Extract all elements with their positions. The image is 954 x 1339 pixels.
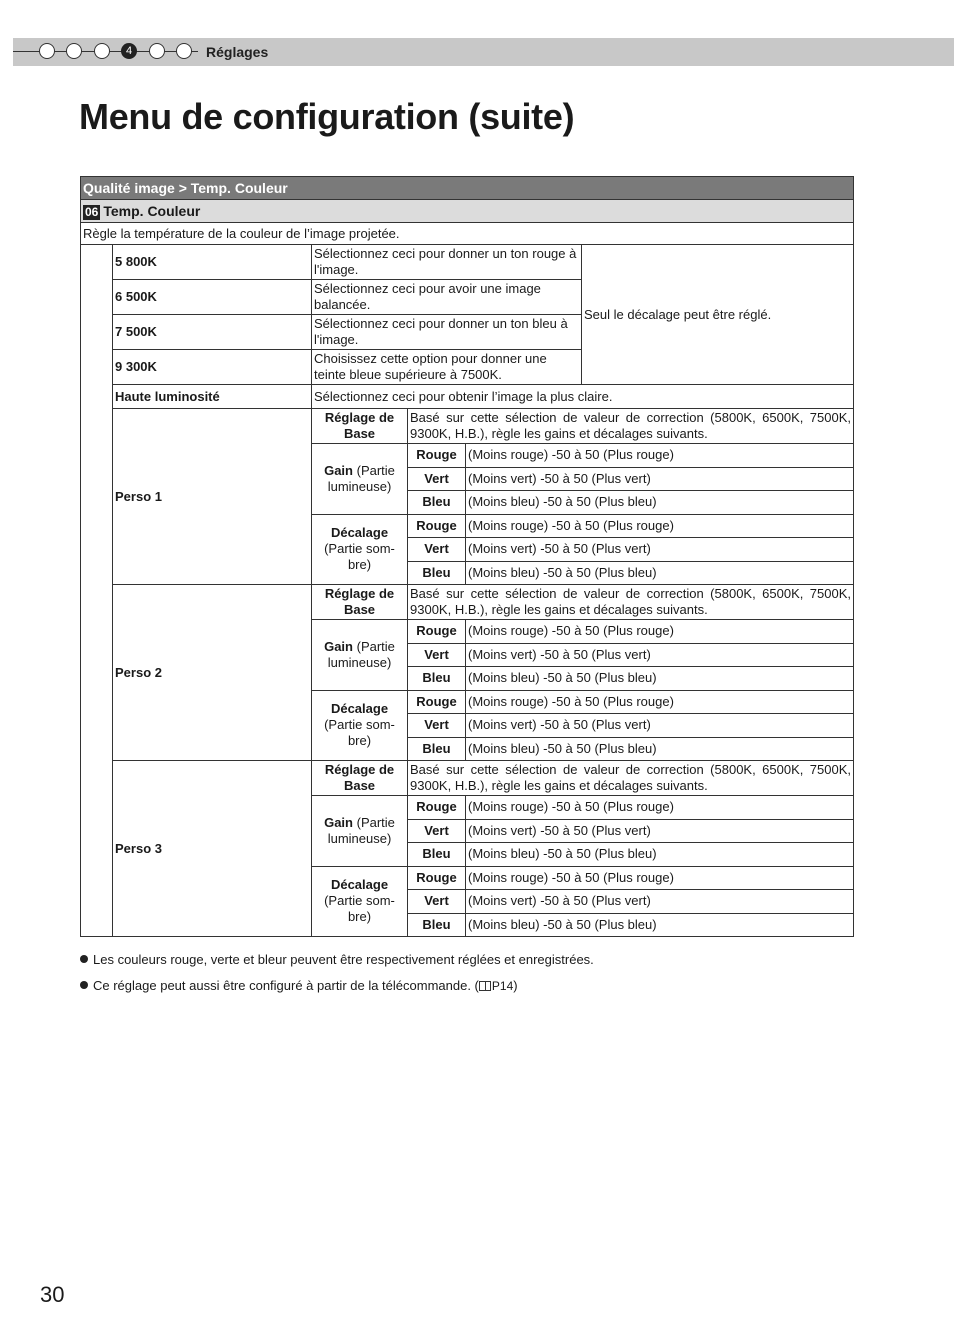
base-setting-label: Réglage de Base bbox=[312, 585, 408, 620]
preset-name: 5 800K bbox=[113, 245, 312, 280]
channel-name: Rouge bbox=[408, 444, 466, 468]
settings-table bbox=[80, 176, 854, 937]
step-circle bbox=[66, 43, 82, 59]
high-brightness-row bbox=[81, 385, 854, 409]
channel-range: (Moins rouge) -50 à 50 (Plus rouge) bbox=[466, 796, 854, 820]
note-text: Ce réglage peut aussi être configuré à partir de la télécommande. ( bbox=[93, 978, 479, 993]
channel-name: Rouge bbox=[408, 796, 466, 820]
page-title: Menu de configuration (suite) bbox=[79, 96, 575, 137]
offset-label-rest: (Partie som-bre) bbox=[324, 717, 395, 749]
base-setting-label: Réglage de Base bbox=[312, 409, 408, 444]
channel-name: Bleu bbox=[408, 913, 466, 937]
channel-range: (Moins bleu) -50 à 50 (Plus bleu) bbox=[466, 667, 854, 691]
table-breadcrumb-row bbox=[81, 177, 854, 200]
offset-group-label bbox=[312, 514, 408, 585]
step-circle bbox=[39, 43, 55, 59]
offset-group-label bbox=[312, 690, 408, 761]
notes bbox=[80, 952, 594, 1004]
preset-description: Sélectionnez ceci pour avoir une image balancée. bbox=[312, 280, 582, 315]
channel-range: (Moins rouge) -50 à 50 (Plus rouge) bbox=[466, 514, 854, 538]
table-description-row bbox=[81, 223, 854, 245]
channel-name: Bleu bbox=[408, 491, 466, 515]
channel-name: Rouge bbox=[408, 866, 466, 890]
preset-description: Sélectionnez ceci pour donner un ton rouge à l'image. bbox=[312, 245, 582, 280]
channel-range: (Moins vert) -50 à 50 (Plus vert) bbox=[466, 643, 854, 667]
base-setting-label: Réglage de Base bbox=[312, 761, 408, 796]
custom-name: Perso 2 bbox=[113, 585, 312, 761]
note-item bbox=[80, 952, 594, 978]
gain-label-rest: (Partie lumineuse) bbox=[327, 638, 395, 670]
gain-label-rest: (Partie lumineuse) bbox=[327, 814, 395, 846]
section-header-bar bbox=[13, 38, 954, 66]
channel-name: Vert bbox=[408, 714, 466, 738]
preset-name: 6 500K bbox=[113, 280, 312, 315]
step-circle-active: 4 bbox=[121, 43, 137, 59]
channel-range: (Moins rouge) -50 à 50 (Plus rouge) bbox=[466, 866, 854, 890]
book-icon bbox=[479, 981, 491, 991]
offset-label-bold: Décalage bbox=[330, 701, 389, 717]
channel-range: (Moins bleu) -50 à 50 (Plus bleu) bbox=[466, 561, 854, 585]
item-number-badge: 06 bbox=[85, 204, 99, 219]
base-setting-description: Basé sur cette sélection de valeur de correction (5800K, 6500K, 7500K, 9300K, H.B.), règle les gains et décalages suivants. bbox=[408, 761, 854, 796]
step-circle bbox=[94, 43, 110, 59]
custom-base-row bbox=[81, 585, 854, 620]
gain-label-bold: Gain bbox=[324, 462, 353, 478]
channel-name: Vert bbox=[408, 819, 466, 843]
offset-group-label bbox=[312, 866, 408, 937]
step-circle bbox=[176, 43, 192, 59]
offset-label-rest: (Partie som-bre) bbox=[324, 893, 395, 925]
channel-name: Vert bbox=[408, 890, 466, 914]
indent-cell bbox=[81, 245, 113, 937]
channel-name: Bleu bbox=[408, 737, 466, 761]
offset-label-rest: (Partie som-bre) bbox=[324, 541, 395, 573]
base-setting-description: Basé sur cette sélection de valeur de correction (5800K, 6500K, 7500K, 9300K, H.B.), règle les gains et décalages suivants. bbox=[408, 585, 854, 620]
table-item-row bbox=[81, 200, 854, 223]
page-reference: P14 bbox=[491, 979, 514, 993]
custom-name: Perso 3 bbox=[113, 761, 312, 937]
gain-label-bold: Gain bbox=[324, 638, 353, 654]
gain-group-label bbox=[312, 444, 408, 515]
note-text: Les couleurs rouge, verte et bleur peuvent être respectivement réglées et enregistrées. bbox=[93, 952, 594, 967]
channel-range: (Moins vert) -50 à 50 (Plus vert) bbox=[466, 467, 854, 491]
channel-range: (Moins vert) -50 à 50 (Plus vert) bbox=[466, 714, 854, 738]
channel-name: Rouge bbox=[408, 514, 466, 538]
channel-range: (Moins rouge) -50 à 50 (Plus rouge) bbox=[466, 620, 854, 644]
channel-name: Bleu bbox=[408, 561, 466, 585]
channel-range: (Moins rouge) -50 à 50 (Plus rouge) bbox=[466, 444, 854, 468]
step-circle bbox=[149, 43, 165, 59]
channel-range: (Moins vert) -50 à 50 (Plus vert) bbox=[466, 819, 854, 843]
channel-range: (Moins bleu) -50 à 50 (Plus bleu) bbox=[466, 491, 854, 515]
channel-range: (Moins bleu) -50 à 50 (Plus bleu) bbox=[466, 913, 854, 937]
high-brightness-description: Sélectionnez ceci pour obtenir l’image la plus claire. bbox=[312, 385, 854, 409]
preset-name: 9 300K bbox=[113, 350, 312, 385]
channel-name: Vert bbox=[408, 538, 466, 562]
channel-name: Rouge bbox=[408, 690, 466, 714]
base-setting-description: Basé sur cette sélection de valeur de correction (5800K, 6500K, 7500K, 9300K, H.B.), règle les gains et décalages suivants. bbox=[408, 409, 854, 444]
step-indicator bbox=[13, 38, 213, 66]
preset-description: Choisissez cette option pour donner une teinte bleue supérieure à 7500K. bbox=[312, 350, 582, 385]
item-description: Règle la température de la couleur de l’image projetée. bbox=[81, 223, 854, 245]
gain-group-label bbox=[312, 796, 408, 867]
preset-name: 7 500K bbox=[113, 315, 312, 350]
item-name: Temp. Couleur bbox=[103, 202, 201, 219]
gain-group-label bbox=[312, 620, 408, 691]
channel-range: (Moins bleu) -50 à 50 (Plus bleu) bbox=[466, 843, 854, 867]
bullet-icon bbox=[80, 955, 88, 963]
gain-label-rest: (Partie lumineuse) bbox=[327, 462, 395, 494]
custom-base-row bbox=[81, 409, 854, 444]
channel-range: (Moins bleu) -50 à 50 (Plus bleu) bbox=[466, 737, 854, 761]
preset-row bbox=[81, 245, 854, 280]
page-number: 30 bbox=[40, 1282, 65, 1307]
offset-label-bold: Décalage bbox=[330, 525, 389, 541]
high-brightness-name: Haute luminosité bbox=[113, 385, 312, 409]
channel-name: Bleu bbox=[408, 667, 466, 691]
item-heading bbox=[81, 200, 854, 223]
custom-base-row bbox=[81, 761, 854, 796]
channel-name: Bleu bbox=[408, 843, 466, 867]
channel-name: Rouge bbox=[408, 620, 466, 644]
breadcrumb: Qualité image > Temp. Couleur bbox=[81, 177, 854, 200]
offset-label-bold: Décalage bbox=[330, 877, 389, 893]
channel-range: (Moins rouge) -50 à 50 (Plus rouge) bbox=[466, 690, 854, 714]
presets-note: Seul le décalage peut être réglé. bbox=[582, 245, 854, 385]
note-close: ) bbox=[513, 978, 518, 993]
bullet-icon bbox=[80, 981, 88, 989]
gain-label-bold: Gain bbox=[324, 814, 353, 830]
channel-name: Vert bbox=[408, 467, 466, 491]
note-item bbox=[80, 978, 594, 1004]
channel-name: Vert bbox=[408, 643, 466, 667]
channel-range: (Moins vert) -50 à 50 (Plus vert) bbox=[466, 890, 854, 914]
preset-description: Sélectionnez ceci pour donner un ton bleu à l'image. bbox=[312, 315, 582, 350]
custom-name: Perso 1 bbox=[113, 409, 312, 585]
channel-range: (Moins vert) -50 à 50 (Plus vert) bbox=[466, 538, 854, 562]
section-title: Réglages bbox=[206, 44, 269, 60]
